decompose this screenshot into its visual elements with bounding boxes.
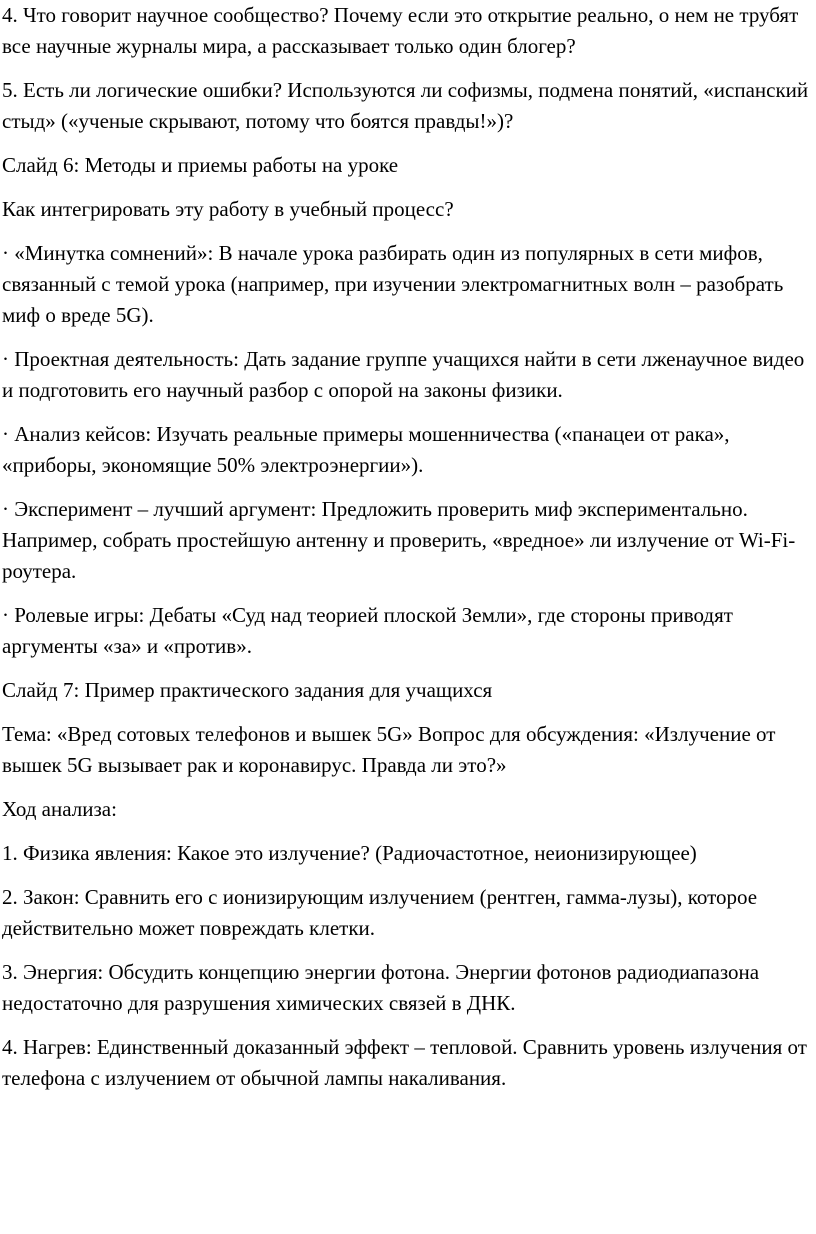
bullet-minute-of-doubt: · «Минутка сомнений»: В начале урока разбирать один из популярных в сети мифов, связанный с темой урока (например, при изучении электромагнитных волн – разобрать миф о вреде 5G). <box>2 241 784 327</box>
bullet-role-games: · Ролевые игры: Дебаты «Суд над теорией плоской Земли», где стороны приводят аргументы «за» и «против». <box>2 603 733 658</box>
step-energy: 3. Энергия: Обсудить концепцию энергии фотона. Энергии фотонов радиодиапазона недостаточно для разрушения химических связей в ДНК. <box>2 960 760 1015</box>
paragraph-question-4: 4. Что говорит научное сообщество? Почему если это открытие реально, о нем не трубят все научные журналы мира, а рассказывает только один блогер? <box>2 3 799 58</box>
paragraph-topic: Тема: «Вред сотовых телефонов и вышек 5G» Вопрос для обсуждения: «Излучение от вышек 5G вызывает рак и коронавирус. Правда ли это?» <box>2 722 776 777</box>
paragraph-integration-question: Как интегрировать эту работу в учебный процесс? <box>2 197 454 221</box>
step-physics: 1. Физика явления: Какое это излучение? (Радиочастотное, неионизирующее) <box>2 841 697 865</box>
slide-6-heading: Слайд 6: Методы и приемы работы на уроке <box>2 153 399 177</box>
step-heating: 4. Нагрев: Единственный доказанный эффект – тепловой. Сравнить уровень излучения от телефона с излучением от обычной лампы накаливания. <box>2 1035 807 1090</box>
step-law: 2. Закон: Сравнить его с ионизирующим излучением (рентген, гамма-лузы), которое действительно может повреждать клетки. <box>2 885 758 940</box>
paragraph-analysis-heading: Ход анализа: <box>2 797 117 821</box>
slide-7-heading: Слайд 7: Пример практического задания для учащихся <box>2 678 493 702</box>
bullet-project-activity: · Проектная деятельность: Дать задание группе учащихся найти в сети лженаучное видео и подготовить его научный разбор с опорой на законы физики. <box>2 347 805 402</box>
bullet-experiment: · Эксперимент – лучший аргумент: Предложить проверить миф экспериментально. Например, собрать простейшую антенну и проверить, «вредное» ли излучение от Wi-Fi-роутера. <box>2 497 796 583</box>
paragraph-question-5: 5. Есть ли логические ошибки? Используются ли софизмы, подмена понятий, «испанский стыд» («ученые скрывают, потому что боятся правды!»)? <box>2 78 809 133</box>
bullet-case-analysis: · Анализ кейсов: Изучать реальные примеры мошенничества («панацеи от рака», «приборы, экономящие 50% электроэнергии»). <box>2 422 730 477</box>
